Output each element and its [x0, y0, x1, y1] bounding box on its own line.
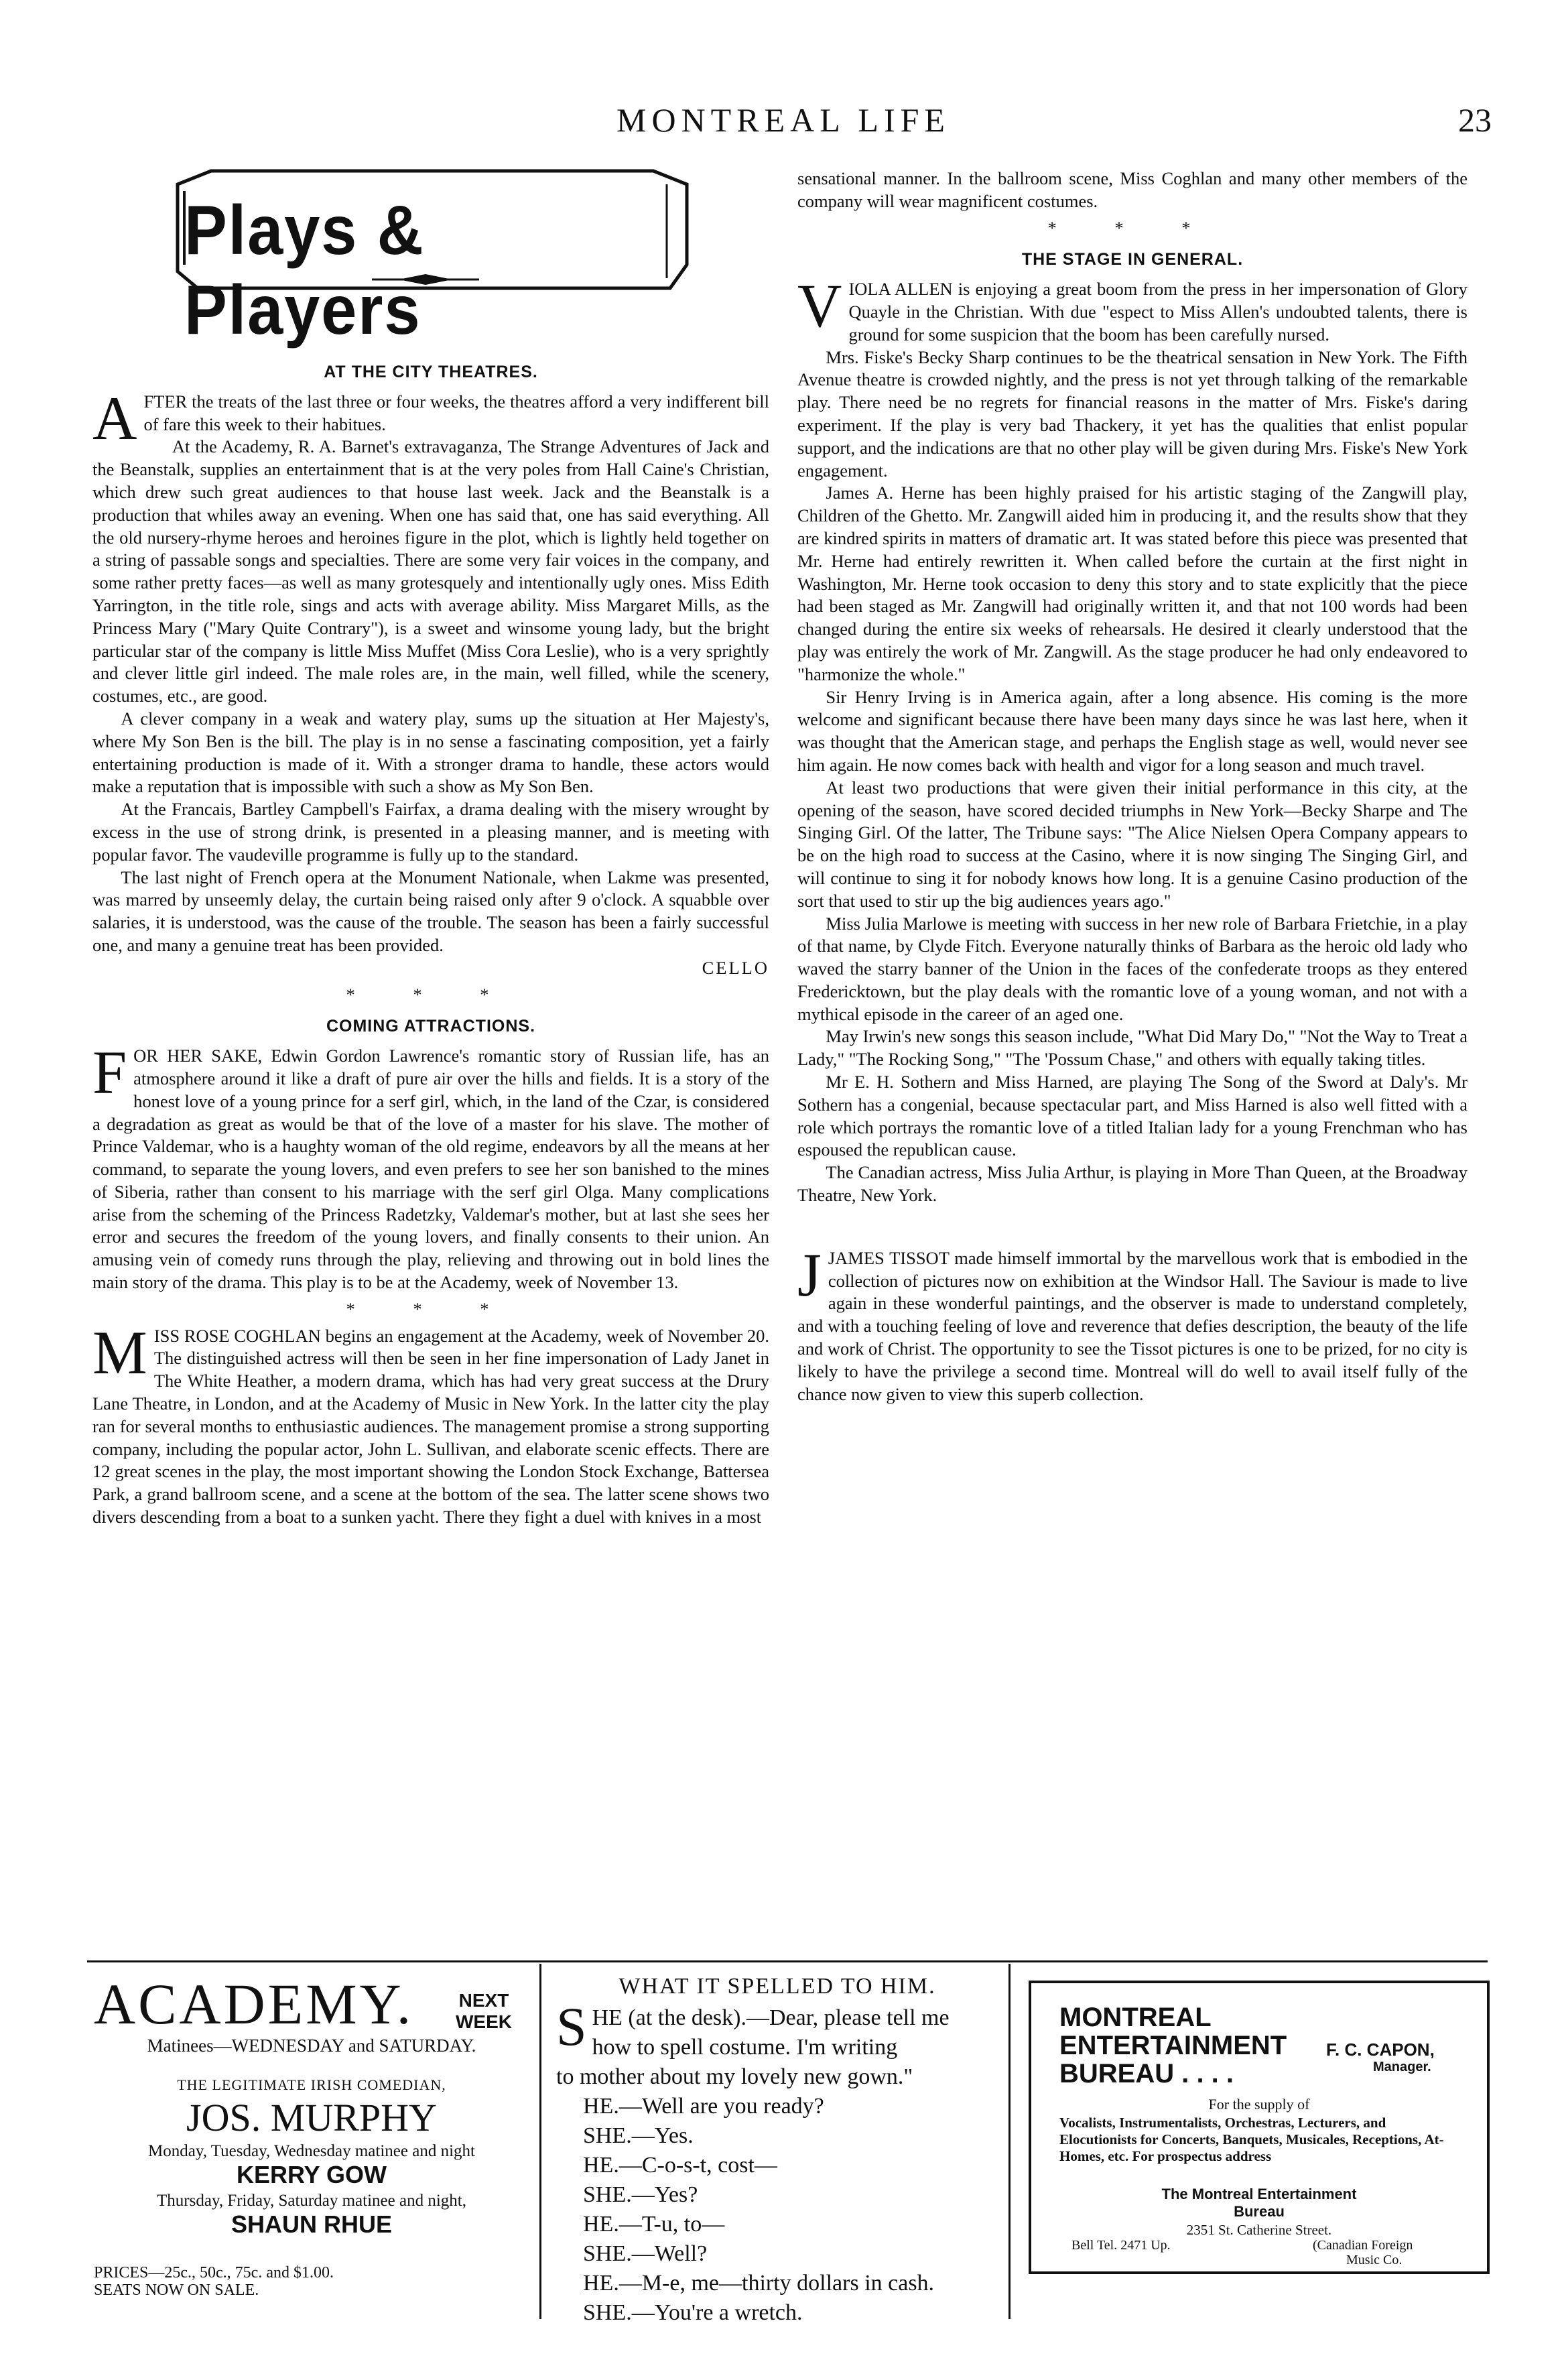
paragraph: At the Francais, Bartley Campbell's Fairfax, a drama dealing with the misery wrought by excess in the use of strong drink, is presented in a pleasing manner, and is meeting with popular favor. The vaudeville programme is fully up to the standard.: [92, 799, 769, 865]
heading-coming-attractions: COMING ATTRACTIONS.: [326, 1017, 536, 1036]
dialogue-line: SHE.—Yes.: [583, 2123, 694, 2148]
plays-and-players-logo: [171, 164, 694, 349]
signoff: CELLO: [702, 957, 769, 978]
paragraph: [797, 271, 1468, 346]
week-word: WEEK: [456, 2011, 512, 2032]
prices-line: PRICES—25c., 50c., 75c. and $1.00.: [94, 2264, 334, 2281]
star-name: JOS. MURPHY: [186, 2096, 437, 2139]
left-column: [92, 352, 769, 1529]
dialogue-line: SHE.—Well?: [583, 2241, 708, 2266]
section-divider-stars: * * *: [1047, 217, 1218, 238]
play-title-2: SHAUN RHUE: [231, 2210, 392, 2238]
academy-advertisement: [94, 1974, 529, 2309]
paragraph: The last night of French opera at the Monument Nationale, when Lakme was presented, was marred by unseemly delay, the curtain being raised only after 9 o'clock. A squabble over salaries, it is understood, was the cause of the trouble. The season has been a fairly successful one, and many a genuine treat has been provided.: [92, 867, 769, 955]
seats-line: SEATS NOW ON SALE.: [94, 2281, 259, 2299]
matinees-line: Matinees—WEDNESDAY and SATURDAY.: [147, 2035, 476, 2056]
legit-line: THE LEGITIMATE IRISH COMEDIAN,: [177, 2076, 446, 2093]
next-word: NEXT: [458, 1990, 509, 2011]
entertainment-bureau-advertisement: [1029, 1981, 1490, 2274]
ads-divider-1: [539, 1964, 541, 2319]
paragraph: Sir Henry Irving is in America again, after a long absence. His coming is the more welcome and significant because there have been many days since he was last here, when it was thought that the American stage, and perhaps the English stage as well, would never see him again. He now comes back with health and vigor for a long season and much travel.: [797, 686, 1468, 775]
paragraph: James A. Herne has been highly praised for his artistic staging of the Zangwill play, Children of the Ghetto. Mr. Zangwill aided him in producing it, and the results show that they are kindred spirits in matters of dramatic art. It was stated before this piece was presented that Mr. Herne had entirely rewritten it. When called before the curtain at the first night in Washington, Mr. Herne took occasion to deny this story and to state explicitly that the piece had been staged as Mr. Zangwill had originally written it, and that not 100 words had been changed during the entire six weeks of rehearsals. He desired it clearly understood that the play was entirely the work of Mr. Zangwill. As the stage producer he had only endeavored to "harmonize the whole.": [797, 483, 1468, 684]
paragraph: Mrs. Fiske's Becky Sharp continues to be the theatrical sensation in New York. The Fifth Avenue theatre is crowded nightly, and the press is not yet through talking of the remarkable play. There need be no regrets for financial reasons in the matter of Mrs. Fiske's daring experiment. If the play is very bad Thackery, it yet has the qualities that enlist popular support, and the indications are that no other play will be given during Mrs. Fiske's New York engagement.: [797, 347, 1468, 481]
dialogue-line: to mother about my lovely new gown.": [556, 2064, 913, 2089]
agency-1: (Canadian Foreign: [1313, 2238, 1413, 2253]
paragraph: A clever company in a weak and watery play, sums up the situation at Her Majesty's, where My Son Ben is the bill. The play is in no sense a fascinating composition, yet a fairly entertaining production is made of it. With a stronger drama to handle, these actors would make a reputation that is impossible with such a show as My Son Ben.: [92, 708, 769, 797]
page-number: 23: [1458, 101, 1492, 139]
what-it-spelled-column: [556, 1974, 998, 2328]
section-divider-stars: * * *: [346, 984, 516, 1005]
drop-cap: J: [797, 1240, 822, 1309]
paragraph: Mr E. H. Sothern and Miss Harned, are playing The Song of the Sword at Daly's. Mr Sothern has a congenial, because spectacular part, and Miss Harned is also well fitted with a role which portrays the romantic love of a titled Italian lady for a young Frenchman who has espoused the republican cause.: [797, 1072, 1468, 1160]
paragraph: [92, 1038, 769, 1294]
right-column: [797, 168, 1468, 1405]
magazine-title: MONTREAL LIFE: [616, 101, 950, 139]
logo-text: Plays & Players: [184, 192, 425, 349]
dialogue-line: HE.—M-e, me—thirty dollars in cash.: [583, 2271, 935, 2296]
paragraph-text: IOLA ALLEN is enjoying a great boom from the press in her impersonation of Glory Quayle in the Christian. With due "espect to Miss Allen's undoubted talents, there is ground for some suspicion that the boom has been carefully nursed.: [848, 279, 1468, 345]
org-name-2: Bureau: [1234, 2203, 1285, 2220]
dialogue-line: SHE.—You're a wretch.: [583, 2300, 803, 2325]
paragraph: May Irwin's new songs this season include, "What Did Mary Do," "Not the Way to Treat a Lady," "The Rocking Song," "The 'Possum Chase," and others with equally taking titles.: [797, 1026, 1468, 1070]
dialogue-line: HE.—T-u, to—: [583, 2212, 725, 2237]
running-head: [0, 101, 1564, 147]
anecdote-title: WHAT IT SPELLED TO HIM.: [618, 1974, 936, 1999]
drop-cap: A: [92, 383, 137, 452]
manager-name: F. C. CAPON,: [1326, 2040, 1435, 2060]
paragraph: sensational manner. In the ballroom scene, Miss Coghlan and many other members of the company will wear magnificent costumes.: [797, 168, 1468, 211]
dialogue-line: how to spell costume. I'm writing: [592, 2035, 898, 2060]
paragraph-text: JAMES TISSOT made himself immortal by the marvellous work that is embodied in the collection of pictures now on exhibition at the Windsor Hall. The Saviour is made to live again in these wonderful paintings, and the observer is made to understand completely, and with a touching feeling of love and reverence that defies description, the beauty of the life and work of Christ. The opportunity to see the Tissot pictures is one to be prized, for no city is likely to have the privilege a second time. Montreal will do well to avail itself fully of the chance now given to view this superb collection.: [797, 1247, 1468, 1404]
bureau-name-2: ENTERTAINMENT: [1059, 2031, 1287, 2060]
manager-title: Manager.: [1373, 2060, 1431, 2074]
dialogue-line: HE.—Well are you ready?: [583, 2094, 824, 2119]
ads-divider-2: [1008, 1964, 1011, 2319]
ads-top-rule: [87, 1960, 1488, 1962]
paragraph: At the Academy, R. A. Barnet's extravaganza, The Strange Adventures of Jack and the Beanstalk, supplies an entertainment that is at the very poles from Hall Caine's Christian, which drew such great audiences to that house last week. Jack and the Beanstalk is a production that whiles away an evening. When one has said that, one has said everything. All the old nursery-rhyme heroes and heroines figure in the plot, which is lightly held together on a string of passable songs and specialties. There are some very fair voices in the company, and some rather pretty faces—as well as many grotesquely and intentionally ugly ones. Miss Edith Yarrington, in the title role, sings and acts with average ability. Miss Margaret Mills, as the Princess Mary ("Mary Quite Contrary"), is a sweet and winsome young lady, but the bright particular star of the company is little Miss Muffet (Miss Cora Leslie), who is a very sprightly and clever little girl indeed. The male roles are, in the main, well filled, while the scenery, costumes, etc., are good.: [92, 436, 769, 706]
heading-city-theatres: AT THE CITY THEATRES.: [324, 363, 538, 381]
drop-cap: S: [556, 1996, 587, 2057]
services-list: Vocalists, Instrumentalists, Orchestras, Lecturers, and Elocutionists for Concerts, Banquets, Musicales, Receptions, At-Homes, etc. For prospectus address: [1059, 2115, 1444, 2164]
paragraph-text: FTER the treats of the last three or four weeks, the theatres afford a very indifferent bill of fare this week to their habitues.: [143, 391, 769, 434]
bureau-name-3: BUREAU . . . .: [1059, 2059, 1234, 2088]
dialogue-line: HE.—C-o-s-t, cost—: [583, 2153, 777, 2178]
heading-stage-in-general: THE STAGE IN GENERAL.: [1021, 250, 1244, 269]
paragraph: Miss Julia Marlowe is meeting with success in her new role of Barbara Frietchie, in a play of that name, by Clyde Fitch. Everyone naturally thinks of Barbara as the heroic old lady who waved the starry banner of the Union in the faces of the confederate troops as they entered Fredericktown, but the play deals with the romantic love of a young woman, and not with a mythical episode in the career of an aged one.: [797, 913, 1468, 1024]
drop-cap: V: [797, 271, 842, 340]
play-title-1: KERRY GOW: [236, 2161, 387, 2188]
paragraph: [797, 1240, 1468, 1406]
paragraph: [92, 383, 769, 452]
org-name-1: The Montreal Entertainment: [1161, 2186, 1357, 2202]
paragraph: The Canadian actress, Miss Julia Arthur, is playing in More Than Queen, at the Broadway Theatre, New York.: [797, 1162, 1468, 1206]
street-address: 2351 St. Catherine Street.: [1186, 2222, 1332, 2238]
next-week-label: [456, 1990, 512, 2033]
paragraph-text: OR HER SAKE, Edwin Gordon Lawrence's romantic story of Russian life, has an atmosphere around it like a draft of pure air over the hills and fields. It is a story of the honest love of a young prince for a serf girl, which, in the land of the Czar, is considered a degradation as great as would be that of the love of a master for his slave. The mother of Prince Valdemar, who is a haughty woman of the old regime, endeavors by all the means at her command, to separate the young lovers, and even prefers to see her son banished to the mines of Siberia, rather than consent to his marriage with the serf girl Olga. Many complications arise from the scheming of the Princess Radetzky, Valdemar's mother, but at last she sees her error and secures the freedom of the young lovers, and finally consents to their union. An amusing vein of comedy runs through the play, relieving and throwing out in bold lines the main story of the drama. This play is to be at the Academy, week of November 13.: [92, 1046, 769, 1293]
telephone: Bell Tel. 2471 Up.: [1071, 2238, 1171, 2253]
section-divider-stars: * * *: [346, 1298, 516, 1319]
schedule-line-1: Monday, Tuesday, Wednesday matinee and night: [148, 2142, 475, 2160]
drop-cap: F: [92, 1038, 127, 1107]
drop-cap: M: [92, 1318, 147, 1387]
bureau-name-1: MONTREAL: [1059, 2003, 1212, 2032]
supply-line: For the supply of: [1208, 2096, 1310, 2113]
schedule-line-2: Thursday, Friday, Saturday matinee and night,: [157, 2192, 466, 2210]
dialogue-line: SHE.—Yes?: [583, 2182, 698, 2207]
agency-2: Music Co.: [1346, 2253, 1403, 2267]
paragraph: At least two productions that were given their initial performance in this city, at the opening of the season, have scored decided triumphs in New York—Becky Sharpe and The Singing Girl. Of the latter, The Tribune says: "The Alice Nielsen Opera Company appears to be on the high road to success at the Casino, where it is now singing The Singing Girl, and will continue to sing it for nobody knows how long. It is a genuine Casino production of the sort that used to stir up the big audiences years ago.": [797, 777, 1468, 911]
paragraph-text: ISS ROSE COGHLAN begins an engagement at the Academy, week of November 20. The distinguished actress will then be seen in her fine impersonation of Lady Janet in The White Heather, a modern drama, which has had very great success at the Drury Lane Theatre, in London, and at the Academy of Music in New York. In the latter city the play ran for several months to enthusiastic audiences. The management promise a strong supporting company, including the popular actor, John L. Sullivan, and elaborate scenic effects. There are 12 great scenes in the play, the most important showing the London Stock Exchange, Battersea Park, a grand ballroom scene, and a scene at the bottom of the sea. The latter scene shows two divers descending from a boat to a sunken yacht. There they fight a duel with knives in a most: [92, 1325, 769, 1527]
academy-title: ACADEMY.: [94, 1972, 414, 2036]
dialogue-text: HE (at the desk).—Dear, please tell me: [592, 2005, 950, 2030]
paragraph: [92, 1318, 769, 1529]
